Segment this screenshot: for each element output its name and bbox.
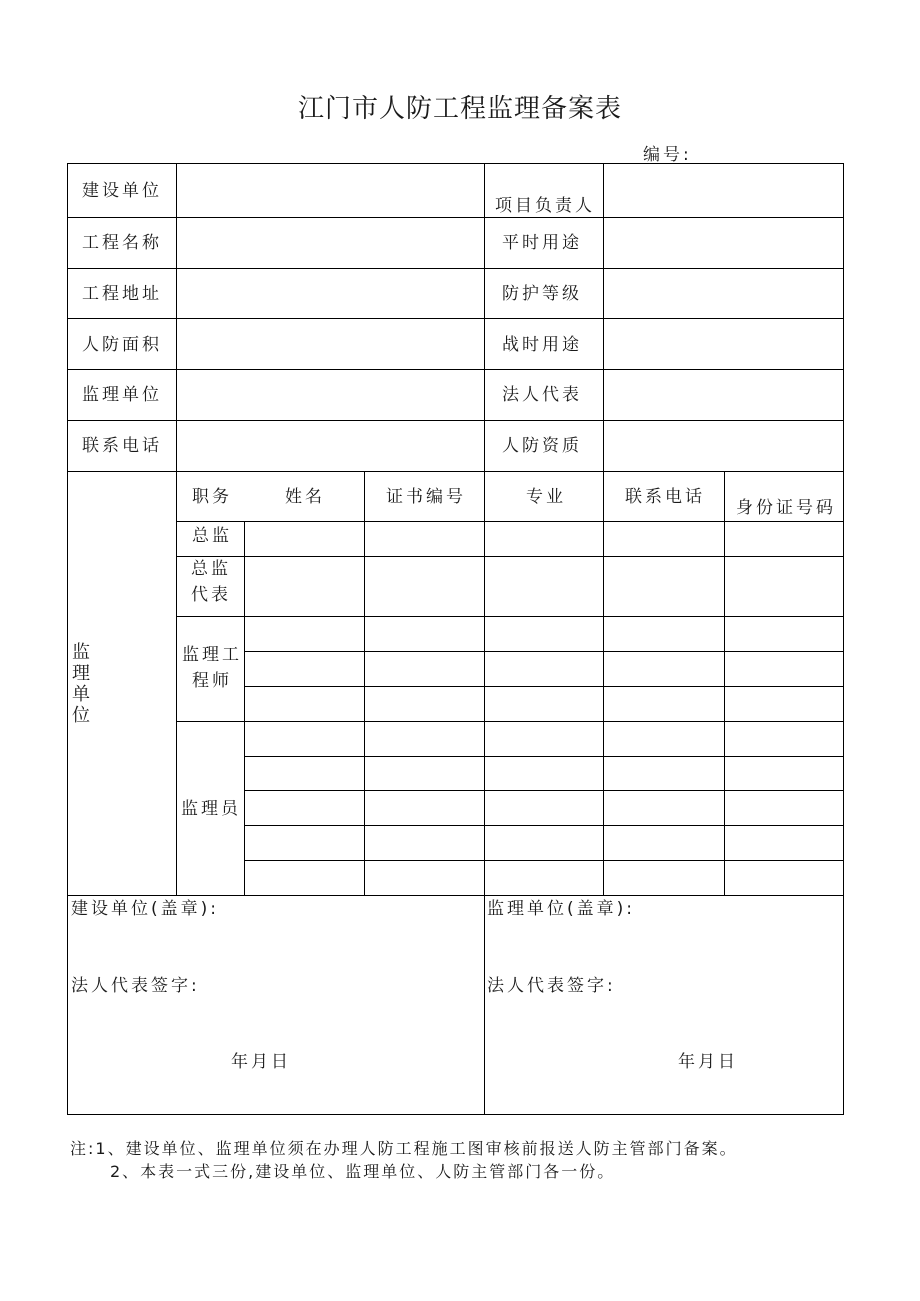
left-seal-label: 建设单位(盖章): [71,899,219,919]
grid-line [244,686,844,687]
label-construction-unit: 建设单位 [82,181,162,201]
label-contact-phone: 联系电话 [82,436,162,456]
grid-line [484,895,485,1115]
label-project-name: 工程名称 [82,233,162,253]
grid-line [68,895,844,896]
header-id-number: 身份证号码 [736,498,836,518]
grid-line [68,471,844,472]
grid-line [364,472,365,895]
grid-line [68,318,844,319]
note-line-1: 注:1、建设单位、监理单位须在办理人防工程施工图审核前报送人防主管部门备案。 [70,1139,738,1158]
grid-line [484,164,485,472]
role-supervision-engineer: 监理工程师 [182,645,242,691]
grid-line [176,616,844,617]
role-chief-supervisor: 总监 [192,526,232,546]
grid-line [176,556,844,557]
role-chief-supervisor-rep: 总监代表 [191,559,231,605]
right-seal-label: 监理单位(盖章): [487,899,635,919]
grid-line [244,521,245,895]
grid-line [244,860,844,861]
label-protection-level: 防护等级 [502,284,582,304]
grid-line [176,521,844,522]
label-legal-representative: 法人代表 [502,385,582,405]
label-project-lead: 项目负责人 [495,196,595,216]
header-name: 姓名 [285,487,325,507]
grid-line [176,164,177,472]
left-date-label: 年月日 [231,1052,291,1072]
grid-line [68,420,844,421]
grid-line [244,756,844,757]
left-legal-sign-label: 法人代表签字: [71,976,200,996]
grid-line [603,472,604,895]
grid-line [603,164,604,472]
serial-number-label: 编号: [643,145,692,165]
grid-line [176,472,177,895]
form-title: 江门市人防工程监理备案表 [297,94,622,124]
header-specialty: 专业 [526,487,566,507]
header-certificate-no: 证书编号 [386,487,466,507]
right-date-label: 年月日 [678,1052,738,1072]
grid-line [484,472,485,895]
label-supervision-unit: 监理单位 [82,385,162,405]
right-legal-sign-label: 法人代表签字: [487,976,616,996]
grid-line [68,268,844,269]
label-project-address: 工程地址 [82,284,162,304]
grid-line [244,790,844,791]
registration-form-table [67,163,844,1115]
grid-line [724,472,725,895]
label-civil-defense-area: 人防面积 [82,335,162,355]
grid-line [176,721,844,722]
label-peacetime-use: 平时用途 [502,233,582,253]
label-wartime-use: 战时用途 [502,335,582,355]
header-contact-phone: 联系电话 [625,487,705,507]
role-supervisor: 监理员 [181,799,241,819]
grid-line [244,651,844,652]
staff-section-label: 监理单位 [72,642,90,726]
note-line-2: 2、本表一式三份,建设单位、监理单位、人防主管部门各一份。 [110,1162,616,1181]
grid-line [68,369,844,370]
label-qualification: 人防资质 [502,436,582,456]
header-position: 职务 [192,487,232,507]
grid-line [244,825,844,826]
grid-line [68,217,844,218]
